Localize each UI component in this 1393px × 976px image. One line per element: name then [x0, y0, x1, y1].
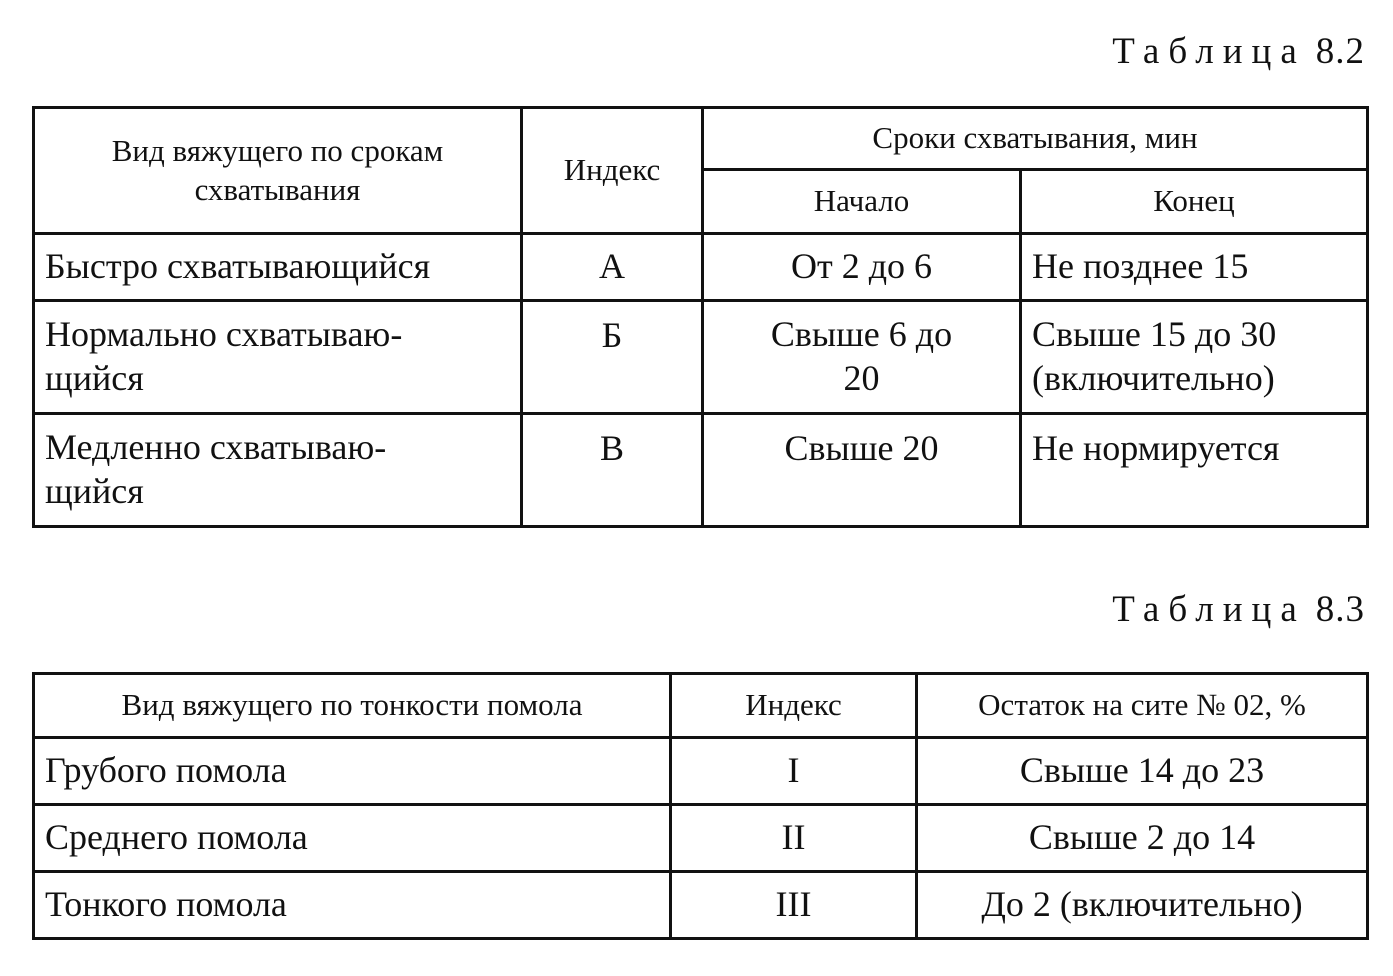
cell-index: III	[671, 872, 917, 939]
header-start: Начало	[703, 170, 1021, 234]
cell-end: Не позднее 15	[1021, 234, 1368, 301]
fineness-table	[32, 672, 1369, 940]
caption-word: Таблица	[1112, 589, 1306, 630]
cell-index: Б	[522, 301, 703, 414]
cell-start: Свыше 20	[703, 414, 1021, 527]
header-residue: Остаток на сите № 02, %	[917, 674, 1368, 738]
cell-residue: До 2 (включительно)	[917, 872, 1368, 939]
cell-index: II	[671, 805, 917, 872]
table-row	[34, 414, 1368, 527]
header-index: Индекс	[522, 108, 703, 234]
table-row	[34, 805, 1368, 872]
table-row	[34, 234, 1368, 301]
cell-binder-type: Среднего помола	[34, 805, 671, 872]
cell-residue: Свыше 14 до 23	[917, 738, 1368, 805]
cell-binder-type: Нормально схватываю-щийся	[34, 301, 522, 414]
header-binder-type: Вид вяжущего по тонкости помола	[34, 674, 671, 738]
header-end: Конец	[1021, 170, 1368, 234]
cell-binder-type: Тонкого помола	[34, 872, 671, 939]
caption-number: 8.2	[1315, 31, 1365, 72]
cell-index: I	[671, 738, 917, 805]
cell-end: Свыше 15 до 30 (включительно)	[1021, 301, 1368, 414]
header-binder-type: Вид вяжущего по срокам схватывания	[34, 108, 522, 234]
cell-start: Свыше 6 до 20	[703, 301, 1021, 414]
cell-start: От 2 до 6	[703, 234, 1021, 301]
table-row	[34, 738, 1368, 805]
cell-binder-type: Быстро схватывающийся	[34, 234, 522, 301]
setting-time-table	[32, 106, 1369, 528]
cell-binder-type: Грубого помола	[34, 738, 671, 805]
caption-number: 8.3	[1315, 589, 1365, 630]
cell-residue: Свыше 2 до 14	[917, 805, 1368, 872]
cell-binder-type: Медленно схватываю-щийся	[34, 414, 522, 527]
header-setting-time: Сроки схватывания, мин	[703, 108, 1368, 170]
table-row	[34, 301, 1368, 414]
cell-end: Не нормируется	[1021, 414, 1368, 527]
cell-index: В	[522, 414, 703, 527]
cell-index: А	[522, 234, 703, 301]
table-caption-8-2	[1112, 30, 1365, 73]
header-index: Индекс	[671, 674, 917, 738]
caption-word: Таблица	[1112, 31, 1306, 72]
table-caption-8-3	[1112, 588, 1365, 631]
table-row	[34, 872, 1368, 939]
